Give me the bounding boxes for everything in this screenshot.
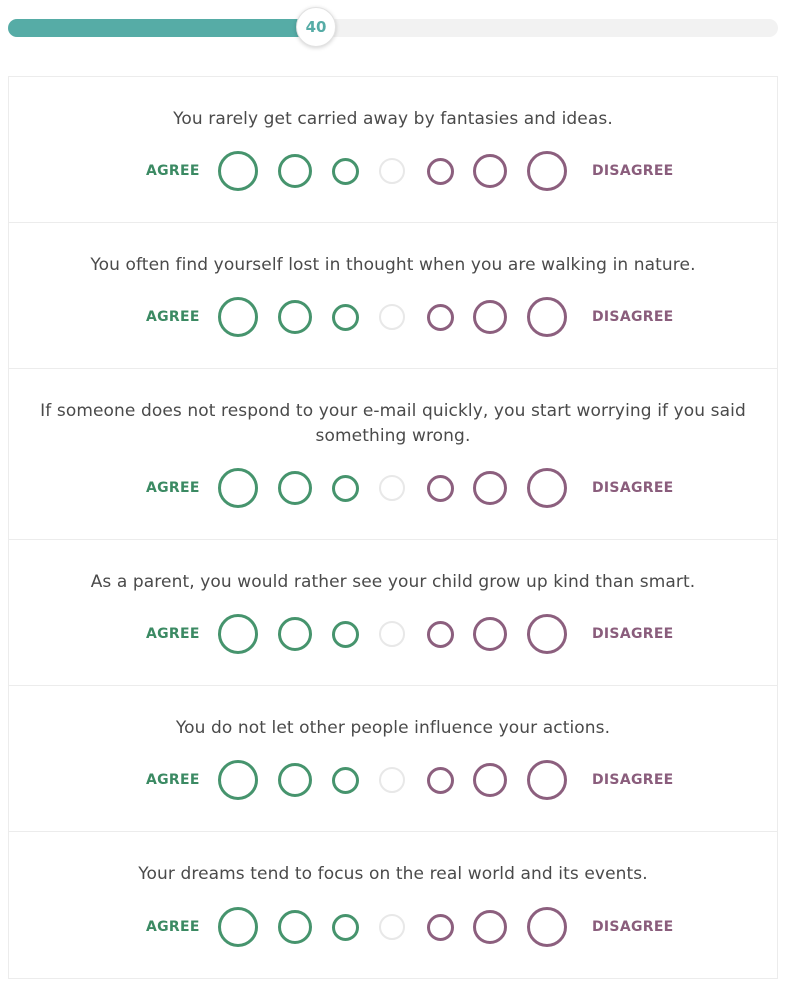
- option-strongly-disagree[interactable]: [527, 468, 567, 508]
- option-agree[interactable]: [278, 300, 312, 334]
- disagree-label: DISAGREE: [592, 772, 674, 788]
- progress-indicator: 40: [296, 7, 336, 47]
- agree-label: AGREE: [146, 163, 200, 179]
- agree-label: AGREE: [146, 309, 200, 325]
- option-agree[interactable]: [278, 471, 312, 505]
- answer-scale: [9, 150, 777, 192]
- option-agree[interactable]: [278, 617, 312, 651]
- option-slightly-agree[interactable]: [332, 767, 359, 794]
- question-text: You do not let other people influence your actions.: [175, 718, 611, 738]
- option-slightly-disagree[interactable]: [427, 158, 454, 185]
- option-slightly-disagree[interactable]: [427, 621, 454, 648]
- option-strongly-agree[interactable]: [218, 760, 258, 800]
- option-slightly-agree[interactable]: [332, 158, 359, 185]
- option-neutral[interactable]: [379, 621, 405, 647]
- disagree-label: DISAGREE: [592, 626, 674, 642]
- option-slightly-agree[interactable]: [332, 475, 359, 502]
- option-neutral[interactable]: [379, 914, 405, 940]
- option-strongly-agree[interactable]: [218, 907, 258, 947]
- agree-label: AGREE: [146, 626, 200, 642]
- question-item: [9, 686, 777, 832]
- option-slightly-agree[interactable]: [332, 914, 359, 941]
- agree-label: AGREE: [146, 772, 200, 788]
- option-agree[interactable]: [278, 154, 312, 188]
- disagree-label: DISAGREE: [592, 480, 674, 496]
- option-disagree[interactable]: [473, 910, 507, 944]
- option-strongly-disagree[interactable]: [527, 614, 567, 654]
- option-strongly-agree[interactable]: [218, 151, 258, 191]
- answer-scale: [9, 759, 777, 801]
- question-item: [9, 832, 777, 978]
- progress-bar: [8, 19, 778, 37]
- question-text: You rarely get carried away by fantasies and ideas.: [173, 109, 613, 129]
- option-disagree[interactable]: [473, 154, 507, 188]
- option-slightly-disagree[interactable]: [427, 767, 454, 794]
- option-agree[interactable]: [278, 910, 312, 944]
- option-slightly-disagree[interactable]: [427, 304, 454, 331]
- progress-fill: [8, 19, 316, 37]
- option-slightly-disagree[interactable]: [427, 475, 454, 502]
- question-text: As a parent, you would rather see your child grow up kind than smart.: [90, 572, 696, 592]
- option-strongly-agree[interactable]: [218, 614, 258, 654]
- option-disagree[interactable]: [473, 471, 507, 505]
- option-strongly-agree[interactable]: [218, 297, 258, 337]
- option-disagree[interactable]: [473, 617, 507, 651]
- disagree-label: DISAGREE: [592, 163, 674, 179]
- option-strongly-disagree[interactable]: [527, 907, 567, 947]
- question-item: [9, 77, 777, 223]
- answer-scale: [9, 613, 777, 655]
- question-list: [8, 76, 778, 979]
- option-disagree[interactable]: [473, 300, 507, 334]
- question-text: Your dreams tend to focus on the real world and its events.: [138, 864, 648, 884]
- question-item: [9, 223, 777, 369]
- agree-label: AGREE: [146, 919, 200, 935]
- question-text: If someone does not respond to your e-mail quickly, you start worrying if you said something wrong.: [40, 401, 746, 446]
- option-strongly-agree[interactable]: [218, 468, 258, 508]
- option-agree[interactable]: [278, 763, 312, 797]
- option-neutral[interactable]: [379, 767, 405, 793]
- option-neutral[interactable]: [379, 158, 405, 184]
- option-strongly-disagree[interactable]: [527, 151, 567, 191]
- option-slightly-agree[interactable]: [332, 304, 359, 331]
- agree-label: AGREE: [146, 480, 200, 496]
- question-text: You often find yourself lost in thought when you are walking in nature.: [90, 255, 696, 275]
- option-slightly-agree[interactable]: [332, 621, 359, 648]
- disagree-label: DISAGREE: [592, 309, 674, 325]
- option-neutral[interactable]: [379, 304, 405, 330]
- answer-scale: [9, 296, 777, 338]
- question-item: [9, 540, 777, 686]
- question-item: [9, 369, 777, 540]
- option-disagree[interactable]: [473, 763, 507, 797]
- option-strongly-disagree[interactable]: [527, 297, 567, 337]
- disagree-label: DISAGREE: [592, 919, 674, 935]
- option-neutral[interactable]: [379, 475, 405, 501]
- option-strongly-disagree[interactable]: [527, 760, 567, 800]
- answer-scale: [9, 467, 777, 509]
- option-slightly-disagree[interactable]: [427, 914, 454, 941]
- answer-scale: [9, 906, 777, 948]
